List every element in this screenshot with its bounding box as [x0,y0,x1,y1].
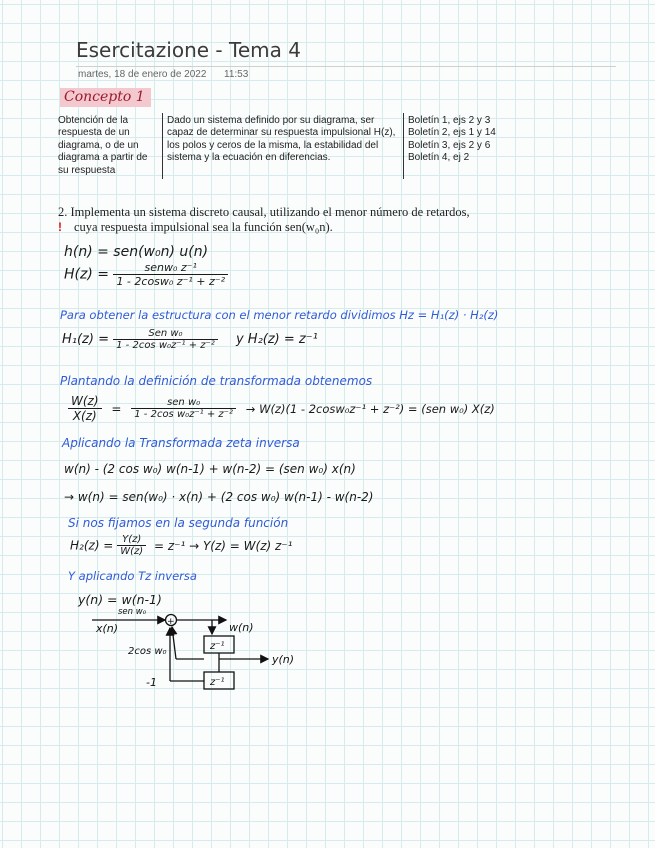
note-aplicando: Aplicando la Transformada zeta inversa [62,436,300,450]
input-label: x(n) [96,622,119,635]
w-label: w(n) [229,621,254,634]
h2-lhs: H₂(z) = [70,538,114,553]
h2-numerator: Y(z) [117,534,146,546]
eq-output: y(n) = w(n-1) [78,592,162,607]
exercise-ref: Boletín 1, ejs 2 y 3 [408,115,491,126]
note-fijamos: Si nos fijamos en la segunda función [68,516,289,530]
wx-rhs-denominator: 1 - 2cos w₀z⁻¹ + z⁻² [134,409,233,420]
hz-denominator: 1 - 2cosw₀ z⁻¹ + z⁻² [116,275,225,288]
h1-lhs: H₁(z) = [62,332,109,347]
problem-line-1: 2. Implementa un sistema discreto causal, utilizando el menor número de retardos, [58,205,470,219]
eq-difference-2: → w(n) = sen(w₀) · x(n) + (2 cos w₀) w(n-1) - w(n-2) [64,490,374,504]
h1-denominator: 1 - 2cos w₀z⁻¹ + z⁻² [116,340,215,351]
page-time: 11:53 [224,69,249,80]
wx-numerator: W(z) [68,394,102,409]
wx-denominator: X(z) [72,409,97,423]
concept-description: Dado un sistema definido por su diagrama, ser capaz de determinar su respuesta impulsional H(z), los polos y ceros de la misma, la estabilidad del sistema y la ecuación en diferencias. [163,113,404,179]
note-yaplicando: Y aplicando Tz inversa [68,569,197,583]
important-marker-icon: ! [58,220,62,234]
concept-objective: Obtención de la respuesta de un diagrama, o de un diagrama a partir de su respuesta [58,115,148,176]
adder-symbol: + [167,617,175,627]
delay2-label: z⁻¹ [210,677,225,688]
wx-result: → W(z)(1 - 2cosw₀z⁻¹ + z⁻²) = (sen w₀) X(z) [245,401,495,416]
hz-lhs: H(z) = [64,266,109,283]
wx-rhs-numerator: sen w₀ [131,397,236,409]
gain-fb1-label: 2cos w₀ [128,646,167,657]
exercise-ref: Boletín 3, ejs 2 y 6 [408,139,491,151]
delay1-label: z⁻¹ [210,641,225,652]
problem-line-2: cuya respuesta impulsional sea la función sen(w₀n). [74,220,333,234]
h2-denominator: W(z) [120,546,144,557]
page-title: Esercitazione - Tema 4 [76,38,301,62]
concept-label: Concepto 1 [60,88,151,107]
feedback-arrow-1 [172,627,176,659]
h1-numerator: Sen w₀ [113,328,218,340]
page-date: martes, 18 de enero de 2022 [78,69,207,80]
wx-equals: = [111,401,122,416]
note-plantando: Plantando la definición de transformada obtenemos [60,374,373,388]
h2-rest: = z⁻¹ → Y(z) = W(z) z⁻¹ [153,538,293,553]
exercise-ref: Boletín 2, ejs 1 y 14 [408,127,496,139]
gain-input-label: sen w₀ [118,607,147,617]
exercise-ref: Boletín 4, ej 2 [408,152,470,164]
eq-impulse-response: h(n) = sen(w₀n) u(n) [64,244,209,260]
gain-fb2-label: -1 [146,676,157,689]
h2-equation: y H₂(z) = z⁻¹ [235,332,318,347]
output-label: y(n) [272,653,295,666]
hz-numerator: senw₀ z⁻¹ [113,261,228,275]
note-obtener: Para obtener la estructura con el menor retardo dividimos Hz = H₁(z) · H₂(z) [60,308,499,322]
eq-difference-1: w(n) - (2 cos w₀) w(n-1) + w(n-2) = (sen w₀) x(n) [64,462,356,476]
